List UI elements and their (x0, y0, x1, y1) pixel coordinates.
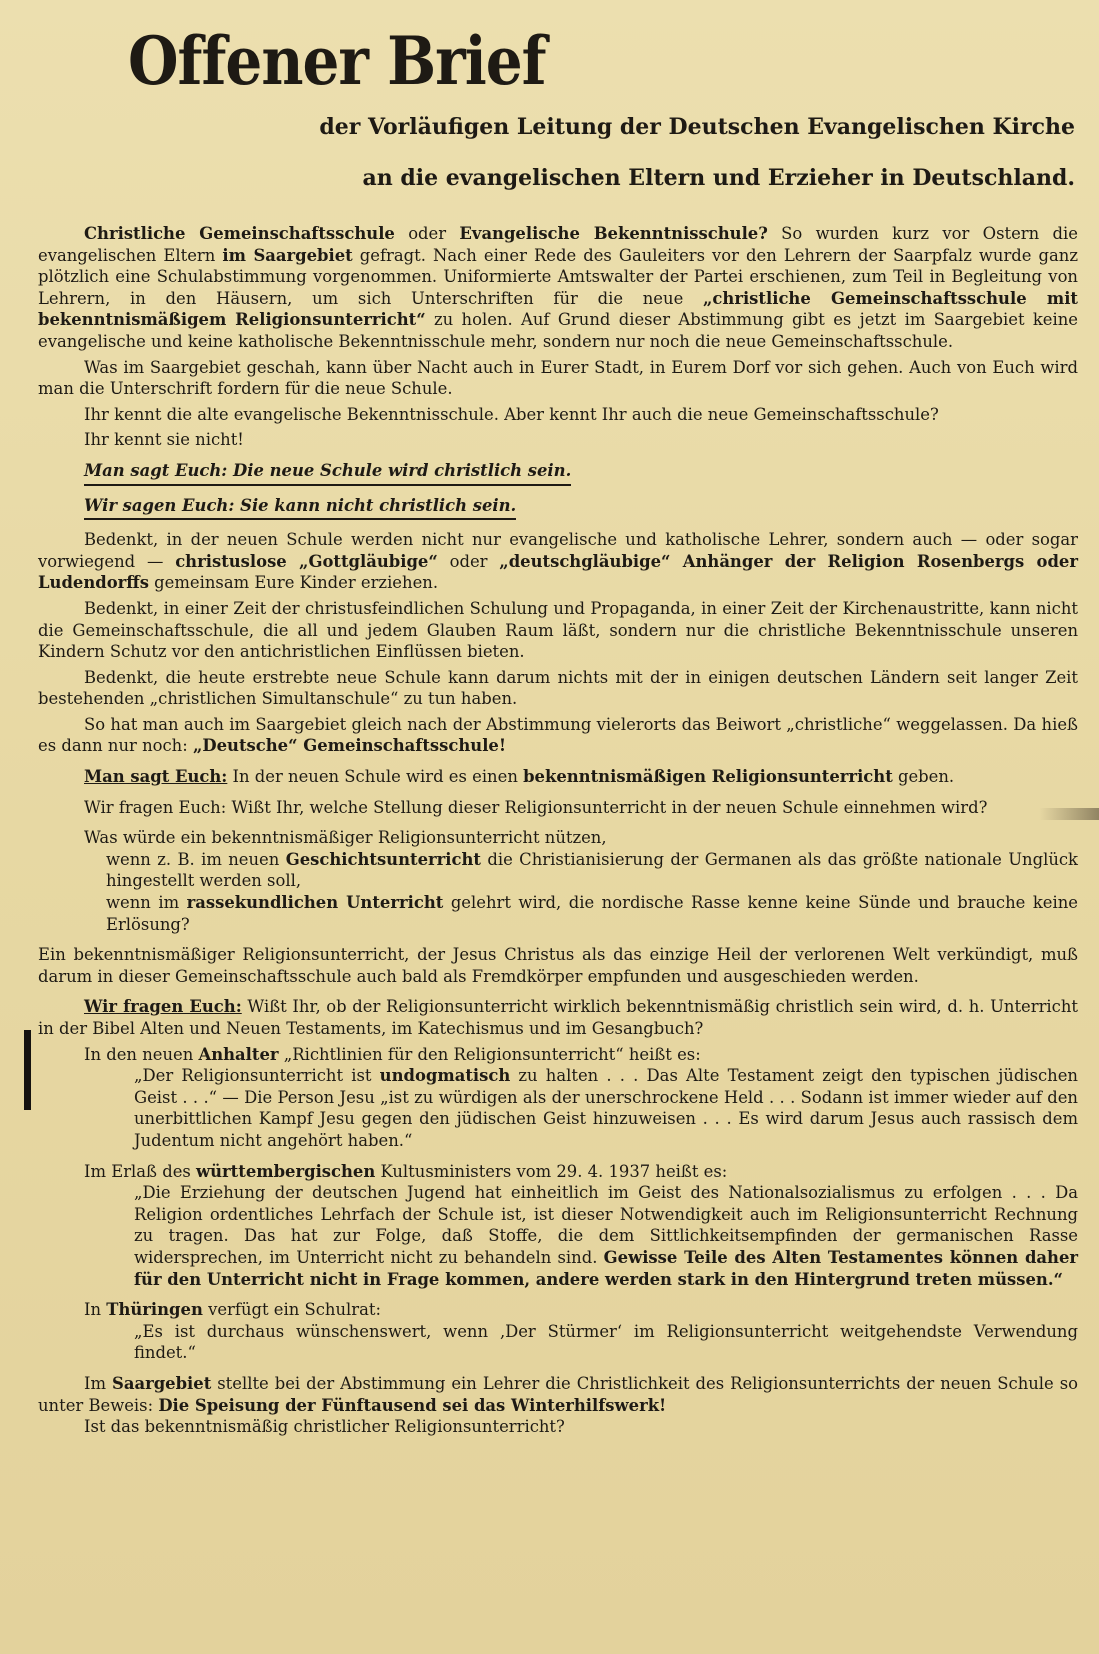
paragraph-11: Was würde ein bekenntnismäßiger Religionsunterricht nützen, (84, 828, 607, 848)
text: stellte bei der Abstimmung ein Lehrer die Christlichkeit des Religionsunterrichts der neuen Schule so unter Beweis: (38, 1373, 1078, 1415)
text: „Der Religionsunterricht ist (134, 1066, 380, 1086)
text: In der neuen Schule wird es einen (227, 767, 524, 787)
emphasis: christuslose „Gottgläubige“ (175, 551, 438, 571)
text: In den neuen (84, 1044, 199, 1064)
emphasis: rassekundlichen Unterricht (186, 893, 444, 913)
emphasis: Wir fragen Euch: (84, 997, 242, 1017)
emphasis: Anhalter (198, 1044, 279, 1064)
text: Im Erlaß des (84, 1161, 197, 1181)
paragraph-14: Ein bekenntnismäßiger Religionsunterricht, der Jesus Christus als das einzige Heil der verlorenen Welt verkündigt, muß darum in dieser Gemeinschaftsschule auch bald als Fremdkörper empfunden und ausgeschieden werden. (38, 945, 1078, 986)
paragraph-5 (38, 529, 1078, 594)
emphasis: Saargebiet (112, 1373, 212, 1393)
emphasis: „deutschgläubige“ Anhänger der Religion Rosenbergs oder Ludendorffs (38, 551, 1078, 593)
slogan-text: Man sagt Euch: Die neue Schule wird christlich sein. (84, 460, 571, 486)
slogan-wir-sagen (38, 495, 1078, 521)
text: oder (394, 224, 460, 243)
paragraph-10: Wir fragen Euch: Wißt Ihr, welche Stellung dieser Religionsunterricht in der neuen Schule einnehmen wird? (84, 797, 988, 817)
paragraph-4: Ihr kennt sie nicht! (84, 430, 244, 450)
text: wenn im (106, 893, 187, 913)
paragraph-17 (38, 1161, 1078, 1183)
emphasis: Geschichtsunterricht (285, 849, 481, 869)
text: „Richtlinien für den Religionsunterricht“ heißt es: (278, 1044, 701, 1064)
emphasis: Evangelische Bekenntnisschule? (459, 224, 768, 243)
paragraph-13 (38, 892, 1078, 935)
paragraph-9 (38, 766, 1078, 788)
subtitle-line-2: an die evangelischen Eltern und Erzieher in Deutschland. (362, 165, 1075, 191)
paragraph-16 (38, 1044, 1078, 1066)
emphasis: undogmatisch (379, 1066, 511, 1086)
emphasis: Die Speisung der Fünftausend sei das Winterhilfswerk! (158, 1395, 667, 1415)
paragraph-12 (38, 849, 1078, 892)
quote-thueringen: „Es ist durchaus wünschenswert, wenn ‚Der Stürmer‘ im Religionsunterricht weitgehendste Verwendung findet.“ (134, 1321, 1078, 1363)
emphasis: Man sagt Euch: (84, 767, 228, 787)
emphasis: bekenntnismäßigen Religionsunterricht (523, 767, 893, 787)
paragraph-1 (38, 223, 1078, 353)
paragraph-6: Bedenkt, in einer Zeit der christusfeindlichen Schulung und Propaganda, in einer Zeit der Kirchenaustritte, kann nicht die Gemeinschaftsschule, die all und jedem Glauben Raum läßt, sondern nur die christliche Bekenntnisschule unseren Kindern Schutz vor den antichristlichen Einflüssen bieten. (38, 598, 1078, 662)
emphasis: württembergischen (196, 1161, 376, 1181)
text: zu holen. Auf Grund dieser Abstimmung gibt es jetzt im Saargebiet keine evangelische und keine katholische Bekenntnisschule mehr, sondern nur noch die neue Gemeinschaftsschule. (38, 310, 1079, 351)
emphasis: im Saargebiet (222, 245, 353, 265)
emphasis: „christliche Gemeinschaftsschule mit bekenntnismäßigem Religionsunterricht“ (38, 288, 1078, 330)
emphasis: „Deutsche“ Gemeinschaftsschule! (192, 736, 507, 756)
text: geben. (892, 767, 955, 787)
paragraph-3: Ihr kennt die alte evangelische Bekenntnisschule. Aber kennt Ihr auch die neue Gemeinschaftsschule? (84, 404, 939, 424)
subtitle-line-1: der Vorläufigen Leitung der Deutschen Evangelischen Kirche (319, 114, 1075, 140)
text: Bedenkt, in der neuen Schule werden nicht nur evangelische und katholische Lehrer, sondern auch — oder sogar vorwiegend — (38, 530, 1078, 571)
paragraph-8 (38, 714, 1078, 757)
paragraph-2: Was im Saargebiet geschah, kann über Nacht auch in Eurer Stadt, in Eurem Dorf vor sich gehen. Auch von Euch wird man die Unterschrift fordern für die neue Schule. (38, 357, 1078, 399)
paragraph-18 (38, 1299, 1078, 1321)
paragraph-7: Bedenkt, die heute erstrebte neue Schule kann darum nichts mit der in einigen deutschen Ländern seit langer Zeit bestehenden „christlichen Simultanschule“ zu tun haben. (38, 667, 1078, 709)
paragraph-20: Ist das bekenntnismäßig christlicher Religionsunterricht? (84, 1417, 565, 1437)
text: die Christianisierung der Germanen als das größte nationale Unglück hingestellt werden soll, (106, 849, 1078, 891)
text: wenn z. B. im neuen (106, 849, 286, 869)
quote-anhalt (38, 1065, 1078, 1151)
text: Wißt Ihr, ob der Religionsunterricht wirklich bekenntnismäßig christlich sein wird, d. h. Unterricht in der Bibel Alten und Neuen Testaments, im Katechismus und im Gesangbuch? (38, 997, 1078, 1038)
emphasis: Christliche Gemeinschaftsschule (84, 224, 395, 243)
page-title: Offener Brief (128, 22, 546, 101)
text: gefragt. Nach einer Rede des Gauleiters vor den Lehrern der Saarpfalz wurde ganz plötzlich eine Schulabstimmung vorgenommen. Uniformierte Amtswalter der Partei erschienen, zum Teil in Begleitung von Lehrern, in den Häusern, um sich Unterschriften für die neue (38, 245, 1078, 308)
slogan-text: Wir sagen Euch: Sie kann nicht christlich sein. (84, 495, 516, 521)
paragraph-15 (38, 996, 1078, 1039)
text: oder (437, 551, 500, 571)
text: Kultusministers vom 29. 4. 1937 heißt es: (375, 1161, 728, 1181)
emphasis: Thüringen (106, 1300, 203, 1320)
letter-body (38, 223, 1078, 1438)
slogan-man-sagt (38, 460, 1078, 486)
text: gelehrt wird, die nordische Rasse kenne keine Sünde und brauche keine Erlösung? (106, 893, 1078, 934)
quote-wuerttemberg (38, 1182, 1078, 1290)
text: zu halten . . . Das Alte Testament zeigt den typischen jüdischen Geist . . .“ — Die Person Jesu „ist zu würdigen als der unerschrockene Held . . . Sodann ist immer wieder auf den unerbittlichen Kampf Jesu gegen den jüdischen Geist hinzuweisen . . . Es wird darum Jesus auch rassisch dem Judentum nicht angehört haben.“ (134, 1066, 1078, 1150)
text: gemeinsam Eure Kinder erziehen. (148, 573, 439, 593)
text: Im (84, 1373, 112, 1393)
text: So wurden kurz vor Ostern die evangelischen Eltern (38, 224, 1078, 265)
text: „Die Erziehung der deutschen Jugend hat einheitlich im Geist des Nationalsozialismus zu erfolgen . . . Da Religion ordentliches Lehrfach der Schule ist, ist dieser Notwendigkeit auch im Religionsunterricht Rechnung zu tragen. Das hat zur Folge, daß Stoffe, die dem Sittlichkeitsempfinden der germanischen Rasse widersprechen, im Unterricht nicht zu behandeln sind. (134, 1183, 1078, 1267)
paragraph-19 (38, 1373, 1078, 1416)
text: In (84, 1300, 107, 1320)
emphasis: Gewisse Teile des Alten Testamentes können daher für den Unterricht nicht in Frage kommen, andere werden stark in den Hintergrund treten müssen.“ (134, 1247, 1079, 1289)
text: So hat man auch im Saargebiet gleich nach der Abstimmung vielerorts das Beiwort „christliche“ weggelassen. Da hieß es dann nur noch: (38, 714, 1078, 756)
text: verfügt ein Schulrat: (202, 1300, 381, 1320)
margin-bar (24, 1030, 31, 1110)
